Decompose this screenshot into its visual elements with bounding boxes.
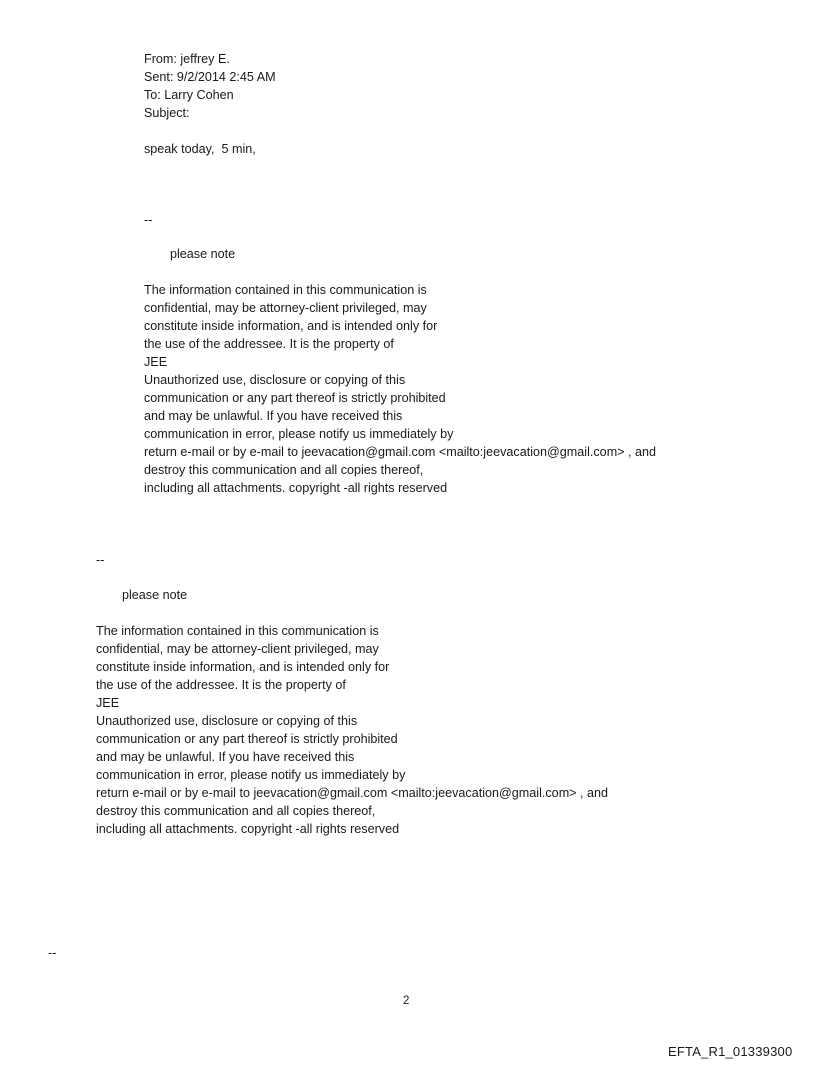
disclaimer-line: return e-mail or by e-mail to jeevacation@gmail.com <mailto:jeevacation@gmail.com> , and: [144, 445, 657, 459]
disclaimer-line: constitute inside information, and is intended only for: [144, 319, 438, 333]
email-subject: Subject:: [144, 106, 190, 120]
disclaimer-line: destroy this communication and all copies thereof,: [96, 804, 376, 818]
disclaimer-line: The information contained in this communication is: [144, 283, 427, 297]
disclaimer-line: Unauthorized use, disclosure or copying of this: [144, 373, 406, 387]
disclaimer-line: and may be unlawful. If you have received this: [144, 409, 403, 423]
disclaimer-line: the use of the addressee. It is the property of: [144, 337, 394, 351]
disclaimer-line: confidential, may be attorney-client privileged, may: [96, 642, 379, 656]
disclaimer-line: communication or any part thereof is strictly prohibited: [144, 391, 446, 405]
email-sent: Sent: 9/2/2014 2:45 AM: [144, 70, 276, 84]
disclaimer-line: Unauthorized use, disclosure or copying of this: [96, 714, 358, 728]
disclaimer-line: including all attachments. copyright -all rights reserved: [144, 481, 448, 495]
disclaimer-heading: please note: [170, 247, 236, 261]
disclaimer-line: and may be unlawful. If you have received this: [96, 750, 355, 764]
disclaimer-line: destroy this communication and all copies thereof,: [144, 463, 424, 477]
email-body-text: speak today, 5 min,: [144, 142, 256, 156]
email-from: From: jeffrey E.: [144, 52, 230, 66]
disclaimer-line: communication or any part thereof is strictly prohibited: [96, 732, 398, 746]
disclaimer-line: confidential, may be attorney-client privileged, may: [144, 301, 427, 315]
page-number: 2: [403, 995, 410, 1007]
disclaimer-line: JEE: [144, 355, 168, 369]
disclaimer-line: the use of the addressee. It is the property of: [96, 678, 346, 692]
disclaimer-line: communication in error, please notify us immediately by: [96, 768, 406, 782]
disclaimer-line: return e-mail or by e-mail to jeevacation@gmail.com <mailto:jeevacation@gmail.com> , and: [96, 786, 609, 800]
disclaimer-line: including all attachments. copyright -all rights reserved: [96, 822, 400, 836]
document-id: EFTA_R1_01339300: [668, 1044, 793, 1059]
signature-separator: --: [96, 553, 105, 567]
disclaimer-line: constitute inside information, and is intended only for: [96, 660, 390, 674]
signature-separator: --: [48, 946, 57, 960]
email-to: To: Larry Cohen: [144, 88, 234, 102]
signature-separator: --: [144, 213, 153, 227]
disclaimer-body: [96, 622, 608, 838]
disclaimer-line: JEE: [96, 696, 120, 710]
disclaimer-body: [144, 281, 656, 497]
disclaimer-heading: please note: [122, 588, 188, 602]
disclaimer-line: communication in error, please notify us immediately by: [144, 427, 454, 441]
disclaimer-line: The information contained in this communication is: [96, 624, 379, 638]
